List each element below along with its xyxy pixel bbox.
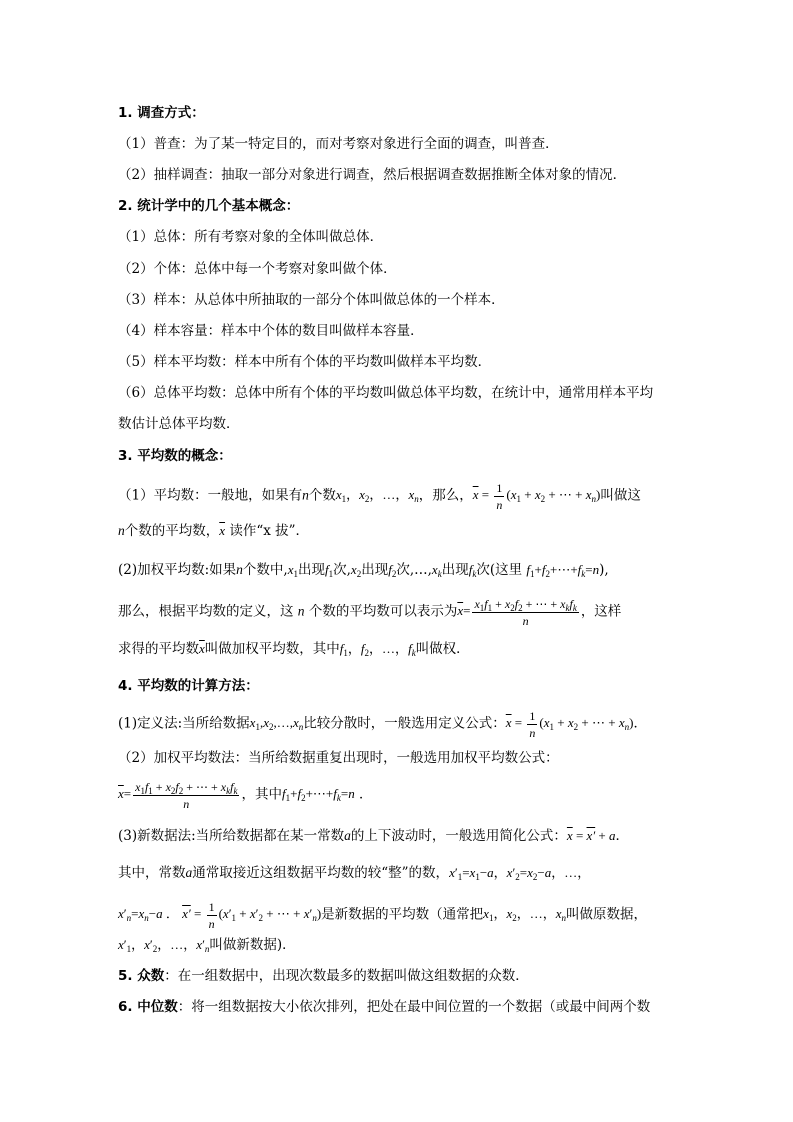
- population-mean-continued: 数估计总体平均数．: [118, 416, 240, 432]
- population-definition: （1）总体：所有考察对象的全体叫做总体．: [118, 229, 384, 245]
- population-mean-definition: （6）总体平均数：总体中所有个体的平均数叫做总体平均数，在统计中，通常用样本平均: [118, 385, 654, 401]
- weighted-mean-formula: $\overline{x}=$ $\frac{x_1f_1 + x_2f_2 + \cdots + x_kf_k}{n}$: [457, 597, 577, 628]
- heading-mean-concept: 3. 平均数的概念：: [118, 448, 232, 464]
- heading-basic-concepts: 2. 统计学中的几个基本概念：: [118, 198, 300, 214]
- mean-formula: $\overline{x}$ = $\frac{1}{n}$ ($x_1 + x_2$ + ⋯ + $x_n$): [472, 481, 601, 512]
- new-data-method-line3: $x'_n=x_n-a$ ． x′ = $\frac{1}{n}$ ($x'_1 + x'_2$ + ⋯ + $x'_n$)是新数据的平均数（通常把$x_1$，$x_2$，…，$x_n$叫做原数据，: [118, 900, 648, 931]
- weighted-mean-line1: (2)加权平均数:如果n个数中$,x_1$出现$f_1$次$,x_2$出现$f_2$次$,\dots,x_k$出现$f_k$次(这里 $f_1+f_2+\cdots+f_k=n$),: [118, 562, 609, 579]
- new-data-method-line1: (3)新数据法:当所给数据都在某一常数a的上下波动时，一般选用简化公式：$\overline{x} = x' + a$．: [118, 828, 630, 844]
- sample-definition: （3）样本：从总体中所抽取的一部分个体叫做总体的一个样本．: [118, 292, 505, 308]
- weighted-method-line1: （2）加权平均数法：当所给数据重复出现时，一般选用加权平均数公式：: [118, 750, 559, 766]
- mode-definition: 5. 众数：在一组数据中，出现次数最多的数据叫做这组数据的众数．: [118, 968, 529, 984]
- median-definition: 6. 中位数：将一组数据按大小依次排列，把处在最中间位置的一个数据（或最中间两个数: [118, 999, 651, 1015]
- new-data-method-line4: $x'_1$，$x'_2$，…，$x'_n$叫做新数据)．: [118, 937, 296, 954]
- new-data-method-line2: 其中，常数a通常取接近这组数据平均数的较“整”的数，$x'_1=x_1-a$，$x'_2=x_2-a$，…，: [118, 865, 591, 882]
- sample-mean-definition: （5）样本平均数：样本中所有个体的平均数叫做样本平均数．: [118, 354, 492, 370]
- sample-size-definition: （4）样本容量：样本中个体的数目叫做样本容量．: [118, 323, 424, 339]
- mean-definition-line2: n个数的平均数，$\overline{x}$ 读作“x 拔”．: [118, 523, 310, 539]
- heading-mean-calculation: 4. 平均数的计算方法：: [118, 678, 259, 694]
- census-definition: （1）普查：为了某一特定目的，而对考察对象进行全面的调查，叫普查．: [118, 136, 559, 152]
- weighted-mean-line2: 那么，根据平均数的定义，这 n 个数的平均数可以表示为$\overline{x}=$ $\frac{x_1f_1 + x_2f_2 + \cdots + x_kf_k}{n}$ ，这样: [118, 597, 622, 628]
- heading-survey-methods: 1. 调查方式：: [118, 105, 205, 121]
- definition-method: (1)定义法:当所给数据$x_1,x_2,\dots,x_n$比较分散时，一般选用定义公式：$\overline{x}$ = $\frac{1}{n}$ ($x_1 + x_2$ + ⋯ + $x_n$)．: [118, 709, 647, 740]
- sampling-definition: （2）抽样调查：抽取一部分对象进行调查，然后根据调查数据推断全体对象的情况．: [118, 167, 627, 183]
- individual-definition: （2）个体：总体中每一个考察对象叫做个体．: [118, 261, 397, 277]
- weighted-mean-line3: 求得的平均数$\overline{x}$叫做加权平均数，其中$f_1$，$f_2$，…，$f_k$叫做权．: [118, 641, 470, 658]
- mean-definition-line1: （1）平均数：一般地，如果有n个数$x_1$，$x_2$，…，$x_n$，那么，$\overline{x}$ = $\frac{1}{n}$ ($x_1 + x_2$ + ⋯ + $x_n$)叫做这: [118, 481, 641, 512]
- weighted-method-line2: $\overline{x}=$ $\frac{x_1f_1 + x_2f_2 + \cdots + x_kf_k}{n}$ ，其中$f_1+f_2+\cdots+f_k=n$ ．: [118, 780, 373, 811]
